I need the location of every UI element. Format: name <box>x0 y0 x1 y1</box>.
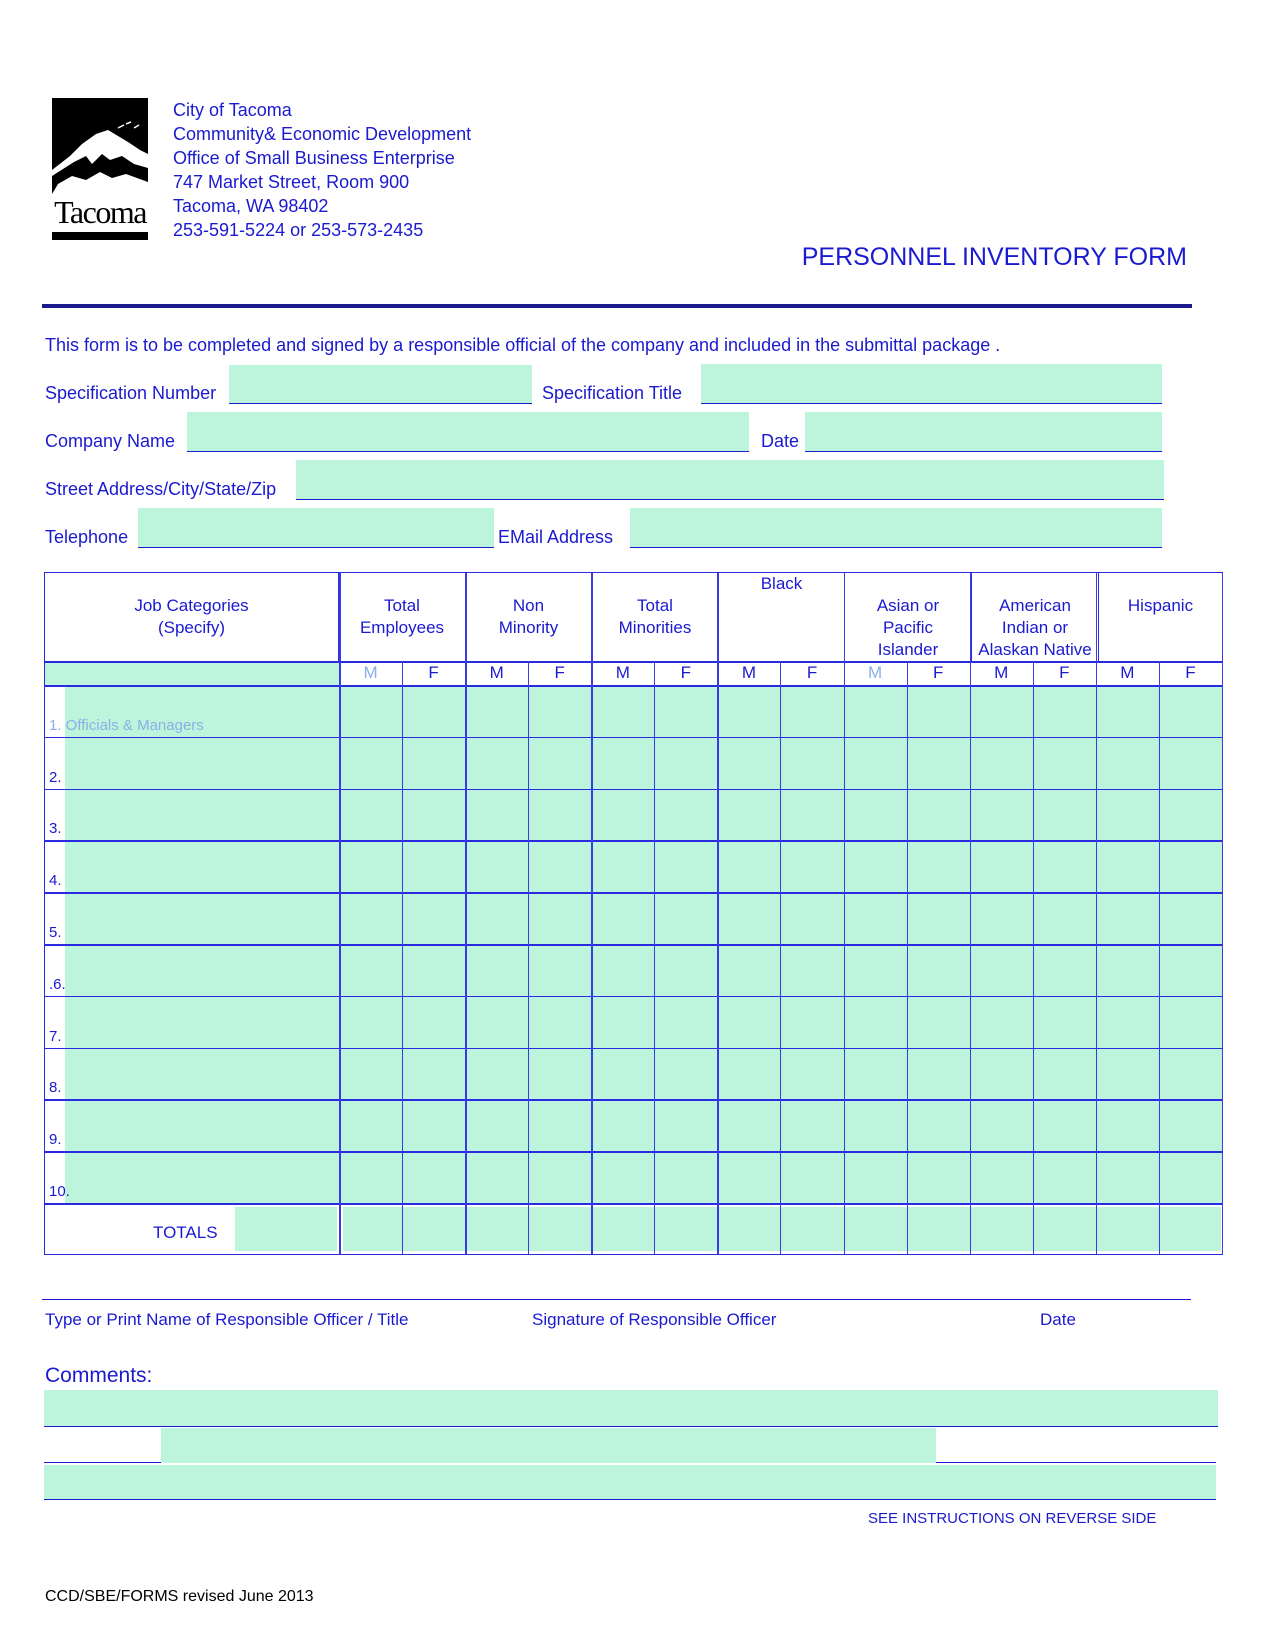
column-divider <box>528 661 529 1254</box>
column-divider <box>339 573 341 1254</box>
job-category-row-label: 10. <box>49 1183 70 1200</box>
gender-subheader: F <box>428 663 439 682</box>
job-category-row-label: .6. <box>49 975 66 993</box>
header-american-indian: American Indian or Alaskan Native <box>972 573 1099 661</box>
spec-number-label: Specification Number <box>45 383 217 403</box>
comments-line-1[interactable] <box>44 1390 1218 1427</box>
gender-subheader: F <box>932 663 944 682</box>
gender-subheader: M <box>994 663 1009 682</box>
header-job-categories: Job Categories (Specify) <box>45 573 339 661</box>
totals-label: TOTALS <box>153 1223 218 1242</box>
job-category-row-label: 4. <box>49 872 62 890</box>
gender-subheader: M <box>489 663 504 682</box>
column-divider <box>970 573 972 1254</box>
column-divider <box>780 661 781 1254</box>
row-divider <box>45 996 1222 998</box>
spec-title-field[interactable] <box>701 364 1162 404</box>
row-divider <box>45 1203 1222 1205</box>
header-hispanic: Hispanic <box>1127 596 1194 615</box>
address-line: Community& Economic Development <box>173 124 472 144</box>
column-divider <box>465 573 467 1254</box>
gender-subheader: M <box>615 663 630 682</box>
column-divider <box>1033 661 1034 1254</box>
telephone-field[interactable] <box>138 508 494 548</box>
company-name-field[interactable] <box>187 412 749 452</box>
address-line: 253-591-5224 or 253-573-2435 <box>173 220 424 240</box>
logo-text: Tacoma <box>54 194 146 230</box>
gender-subheader: F <box>1059 663 1070 682</box>
row-divider <box>45 789 1222 791</box>
row-divider <box>45 944 1222 946</box>
column-divider <box>654 661 655 1254</box>
gender-subheader: F <box>1185 663 1196 682</box>
address-line: Office of Small Business Enterprise <box>173 148 455 168</box>
signature-date-label: Date <box>1040 1310 1076 1329</box>
job-category-row-label: 3. <box>49 820 62 838</box>
gender-subheader: M <box>867 663 883 682</box>
comments-label: Comments: <box>45 1364 153 1387</box>
header-total-employees: Total Employees <box>339 573 466 661</box>
signature-line <box>42 1299 1191 1300</box>
signature-label: Signature of Responsible Officer <box>532 1310 777 1329</box>
address-line: City of Tacoma <box>173 100 292 120</box>
column-divider <box>591 573 593 1254</box>
column-divider <box>402 661 403 1254</box>
column-divider <box>1159 661 1160 1254</box>
job-category-fill-top <box>45 661 339 685</box>
intro-text: This form is to be completed and signed by a responsible official of the company and included in the submittal package . <box>45 335 1001 355</box>
totals-fill[interactable] <box>343 1207 1221 1251</box>
job-category-row-label: 8. <box>49 1079 62 1097</box>
row-divider <box>45 1099 1222 1101</box>
gender-subheader: F <box>680 663 692 682</box>
job-category-row-label: 2. <box>49 768 62 786</box>
date-field[interactable] <box>805 412 1162 452</box>
header-non-minority: Non Minority <box>466 573 592 661</box>
comments-line-2[interactable] <box>161 1428 936 1463</box>
street-label: Street Address/City/State/Zip <box>45 479 277 499</box>
column-divider <box>1222 573 1224 1254</box>
totals-fill-label[interactable] <box>235 1207 337 1251</box>
street-field[interactable] <box>296 460 1164 500</box>
header-black: Black <box>719 573 845 661</box>
job-category-row-label: 9. <box>49 1131 62 1149</box>
row-divider <box>45 1048 1222 1050</box>
spec-number-field[interactable] <box>229 365 532 404</box>
instructions-note: SEE INSTRUCTIONS ON REVERSE SIDE <box>868 1510 1157 1527</box>
header-asian-pacific: Asian or Pacific Islander <box>845 573 972 661</box>
email-label: EMail Address <box>498 527 614 547</box>
column-divider <box>844 573 846 1254</box>
gender-subheader: F <box>554 663 565 682</box>
inventory-table <box>44 572 1223 1255</box>
telephone-label: Telephone <box>45 527 129 547</box>
row-divider <box>45 840 1222 842</box>
column-divider <box>1096 573 1098 1254</box>
officer-name-label: Type or Print Name of Responsible Officer / Title <box>45 1310 409 1329</box>
header-rule <box>42 304 1192 308</box>
subheader-divider <box>45 685 1222 687</box>
header-total-minorities: Total Minorities <box>592 573 719 661</box>
tacoma-logo <box>52 98 148 242</box>
job-category-row-label: 7. <box>49 1027 62 1045</box>
row-divider <box>45 1151 1222 1153</box>
column-divider <box>907 661 908 1254</box>
spec-title-label: Specification Title <box>542 383 683 403</box>
job-category-row-label: 1. Officials & Managers <box>49 716 204 734</box>
gender-subheader: M <box>741 663 757 682</box>
company-name-label: Company Name <box>45 431 176 451</box>
footer-revision: CCD/SBE/FORMS revised June 2013 <box>45 1588 314 1605</box>
address-line: Tacoma, WA 98402 <box>173 196 329 216</box>
row-divider <box>45 892 1222 894</box>
email-field[interactable] <box>630 508 1162 548</box>
address-block <box>173 98 471 242</box>
row-divider <box>45 737 1222 739</box>
job-category-row-label: 5. <box>49 924 62 941</box>
gender-subheader: M <box>363 663 378 682</box>
form-title: PERSONNEL INVENTORY FORM <box>801 243 1187 271</box>
address-line: 747 Market Street, Room 900 <box>173 172 410 192</box>
column-divider <box>717 573 719 1254</box>
gender-subheader: M <box>1120 663 1135 682</box>
date-label: Date <box>761 431 800 451</box>
comments-line-3[interactable] <box>44 1465 1216 1500</box>
gender-subheader: F <box>806 663 818 682</box>
